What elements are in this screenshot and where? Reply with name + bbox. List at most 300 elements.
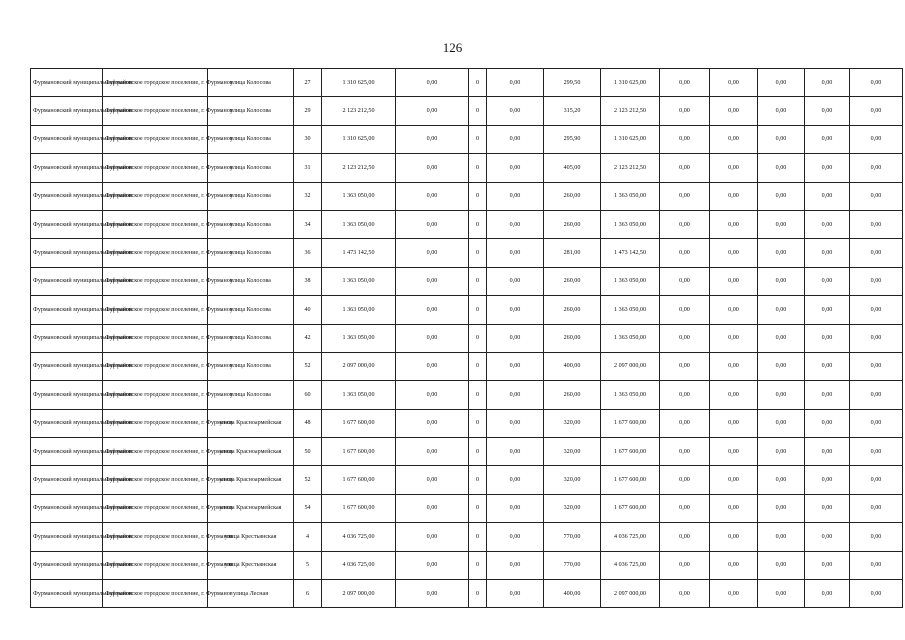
cell-total: 1 677 600,00 xyxy=(322,466,396,494)
cell-c6: 0,00 xyxy=(758,324,805,352)
cell-area: 320,00 xyxy=(544,438,601,466)
cell-c1: 0,00 xyxy=(396,69,469,97)
cell-c4: 0,00 xyxy=(660,466,710,494)
cell-district: Фурмановский муниципальный район xyxy=(31,324,103,352)
cell-c8: 0,00 xyxy=(850,182,903,210)
cell-c5: 0,00 xyxy=(710,466,758,494)
table-row xyxy=(31,324,903,352)
cell-district: Фурмановский муниципальный район xyxy=(31,154,103,182)
cell-c7: 0,00 xyxy=(805,97,850,125)
cell-area: 320,00 xyxy=(544,466,601,494)
cell-c6: 0,00 xyxy=(758,267,805,295)
cell-c7: 0,00 xyxy=(805,466,850,494)
cell-c3: 0,00 xyxy=(487,551,544,579)
cell-c6: 0,00 xyxy=(758,551,805,579)
cell-settlement: Фурмановское городское поселение, г. Фурманов xyxy=(103,352,208,380)
cell-c8: 0,00 xyxy=(850,551,903,579)
cell-c7: 0,00 xyxy=(805,381,850,409)
cell-c7: 0,00 xyxy=(805,210,850,238)
cell-house: 50 xyxy=(294,438,322,466)
cell-c5: 0,00 xyxy=(710,154,758,182)
cell-c2: 0 xyxy=(469,580,487,608)
cell-area: 400,00 xyxy=(544,580,601,608)
cell-settlement: Фурмановское городское поселение, г. Фурманов xyxy=(103,296,208,324)
cell-street: улица Колосова xyxy=(208,97,294,125)
register-table xyxy=(30,68,903,608)
cell-c6: 0,00 xyxy=(758,97,805,125)
cell-c7: 0,00 xyxy=(805,239,850,267)
cell-c3: 0,00 xyxy=(487,381,544,409)
cell-settlement: Фурмановское городское поселение, г. Фурманов xyxy=(103,466,208,494)
cell-c6: 0,00 xyxy=(758,352,805,380)
cell-c5: 0,00 xyxy=(710,523,758,551)
cell-area: 770,00 xyxy=(544,551,601,579)
cell-street: улица Колосова xyxy=(208,324,294,352)
cell-c4: 0,00 xyxy=(660,438,710,466)
cell-c3: 0,00 xyxy=(487,267,544,295)
cell-fund: 1 473 142,50 xyxy=(601,239,660,267)
cell-c5: 0,00 xyxy=(710,580,758,608)
cell-c1: 0,00 xyxy=(396,409,469,437)
cell-fund: 2 123 212,50 xyxy=(601,97,660,125)
cell-c4: 0,00 xyxy=(660,125,710,153)
table-row xyxy=(31,494,903,522)
cell-street: улица Крестьянская xyxy=(208,523,294,551)
cell-c8: 0,00 xyxy=(850,494,903,522)
cell-c2: 0 xyxy=(469,182,487,210)
cell-district: Фурмановский муниципальный район xyxy=(31,438,103,466)
cell-c8: 0,00 xyxy=(850,438,903,466)
cell-c1: 0,00 xyxy=(396,580,469,608)
cell-house: 30 xyxy=(294,125,322,153)
table-row xyxy=(31,466,903,494)
cell-c7: 0,00 xyxy=(805,182,850,210)
cell-c1: 0,00 xyxy=(396,438,469,466)
cell-c6: 0,00 xyxy=(758,182,805,210)
cell-house: 5 xyxy=(294,551,322,579)
cell-c3: 0,00 xyxy=(487,69,544,97)
cell-c5: 0,00 xyxy=(710,125,758,153)
cell-district: Фурмановский муниципальный район xyxy=(31,551,103,579)
cell-fund: 1 363 050,00 xyxy=(601,324,660,352)
cell-total: 2 123 212,50 xyxy=(322,97,396,125)
cell-c1: 0,00 xyxy=(396,154,469,182)
cell-house: 31 xyxy=(294,154,322,182)
cell-settlement: Фурмановское городское поселение, г. Фурманов xyxy=(103,69,208,97)
cell-c7: 0,00 xyxy=(805,523,850,551)
cell-area: 320,00 xyxy=(544,409,601,437)
cell-total: 1 363 050,00 xyxy=(322,381,396,409)
cell-street: улица Колосова xyxy=(208,210,294,238)
cell-c8: 0,00 xyxy=(850,409,903,437)
cell-c4: 0,00 xyxy=(660,494,710,522)
cell-house: 6 xyxy=(294,580,322,608)
cell-c6: 0,00 xyxy=(758,466,805,494)
table-row xyxy=(31,551,903,579)
table-row xyxy=(31,97,903,125)
cell-c6: 0,00 xyxy=(758,154,805,182)
cell-district: Фурмановский муниципальный район xyxy=(31,267,103,295)
cell-c1: 0,00 xyxy=(396,210,469,238)
page-number: 126 xyxy=(442,40,463,55)
cell-fund: 1 363 050,00 xyxy=(601,381,660,409)
cell-c5: 0,00 xyxy=(710,210,758,238)
cell-c2: 0 xyxy=(469,381,487,409)
cell-total: 1 363 050,00 xyxy=(322,210,396,238)
cell-area: 320,00 xyxy=(544,494,601,522)
cell-c7: 0,00 xyxy=(805,267,850,295)
table-row xyxy=(31,580,903,608)
cell-c3: 0,00 xyxy=(487,523,544,551)
cell-area: 770,00 xyxy=(544,523,601,551)
cell-street: улица Колосова xyxy=(208,381,294,409)
cell-c7: 0,00 xyxy=(805,409,850,437)
cell-c4: 0,00 xyxy=(660,381,710,409)
cell-c4: 0,00 xyxy=(660,182,710,210)
cell-settlement: Фурмановское городское поселение, г. Фурманов xyxy=(103,182,208,210)
cell-c2: 0 xyxy=(469,154,487,182)
cell-settlement: Фурмановское городское поселение, г. Фурманов xyxy=(103,324,208,352)
table-row xyxy=(31,267,903,295)
cell-total: 1 363 050,00 xyxy=(322,267,396,295)
cell-street: улица Колосова xyxy=(208,125,294,153)
cell-c3: 0,00 xyxy=(487,239,544,267)
cell-c2: 0 xyxy=(469,69,487,97)
cell-fund: 2 097 000,00 xyxy=(601,580,660,608)
cell-area: 400,00 xyxy=(544,352,601,380)
cell-area: 260,00 xyxy=(544,267,601,295)
cell-total: 1 310 625,00 xyxy=(322,125,396,153)
cell-c5: 0,00 xyxy=(710,381,758,409)
cell-district: Фурмановский муниципальный район xyxy=(31,210,103,238)
cell-c8: 0,00 xyxy=(850,267,903,295)
cell-c6: 0,00 xyxy=(758,580,805,608)
cell-c1: 0,00 xyxy=(396,267,469,295)
cell-house: 34 xyxy=(294,210,322,238)
cell-c5: 0,00 xyxy=(710,438,758,466)
cell-c3: 0,00 xyxy=(487,438,544,466)
cell-district: Фурмановский муниципальный район xyxy=(31,580,103,608)
cell-c8: 0,00 xyxy=(850,239,903,267)
cell-c5: 0,00 xyxy=(710,494,758,522)
cell-c6: 0,00 xyxy=(758,296,805,324)
cell-fund: 1 310 625,00 xyxy=(601,125,660,153)
cell-c2: 0 xyxy=(469,324,487,352)
cell-total: 2 097 000,00 xyxy=(322,352,396,380)
cell-settlement: Фурмановское городское поселение, г. Фурманов xyxy=(103,267,208,295)
cell-street: улица Колосова xyxy=(208,69,294,97)
cell-settlement: Фурмановское городское поселение, г. Фурманов xyxy=(103,125,208,153)
cell-house: 38 xyxy=(294,267,322,295)
cell-c3: 0,00 xyxy=(487,324,544,352)
cell-c2: 0 xyxy=(469,352,487,380)
cell-c1: 0,00 xyxy=(396,523,469,551)
cell-street: улица Лесная xyxy=(208,580,294,608)
cell-house: 4 xyxy=(294,523,322,551)
cell-c4: 0,00 xyxy=(660,580,710,608)
cell-c1: 0,00 xyxy=(396,239,469,267)
cell-fund: 1 677 600,00 xyxy=(601,494,660,522)
cell-c3: 0,00 xyxy=(487,494,544,522)
cell-area: 260,00 xyxy=(544,182,601,210)
cell-c1: 0,00 xyxy=(396,466,469,494)
cell-total: 4 036 725,00 xyxy=(322,551,396,579)
table-row xyxy=(31,69,903,97)
cell-area: 260,00 xyxy=(544,296,601,324)
cell-district: Фурмановский муниципальный район xyxy=(31,352,103,380)
cell-area: 405,00 xyxy=(544,154,601,182)
cell-c8: 0,00 xyxy=(850,154,903,182)
cell-c4: 0,00 xyxy=(660,267,710,295)
cell-total: 1 363 050,00 xyxy=(322,324,396,352)
cell-total: 1 677 600,00 xyxy=(322,438,396,466)
cell-c4: 0,00 xyxy=(660,239,710,267)
cell-c8: 0,00 xyxy=(850,466,903,494)
cell-c2: 0 xyxy=(469,551,487,579)
cell-district: Фурмановский муниципальный район xyxy=(31,409,103,437)
cell-c7: 0,00 xyxy=(805,551,850,579)
cell-c8: 0,00 xyxy=(850,210,903,238)
cell-c7: 0,00 xyxy=(805,580,850,608)
cell-house: 60 xyxy=(294,381,322,409)
cell-c5: 0,00 xyxy=(710,69,758,97)
cell-settlement: Фурмановское городское поселение, г. Фурманов xyxy=(103,239,208,267)
cell-house: 52 xyxy=(294,352,322,380)
cell-total: 1 677 600,00 xyxy=(322,494,396,522)
cell-settlement: Фурмановское городское поселение, г. Фурманов xyxy=(103,97,208,125)
cell-house: 48 xyxy=(294,409,322,437)
cell-house: 42 xyxy=(294,324,322,352)
cell-c2: 0 xyxy=(469,409,487,437)
cell-street: улица Колосова xyxy=(208,182,294,210)
cell-c7: 0,00 xyxy=(805,324,850,352)
cell-total: 2 097 000,00 xyxy=(322,580,396,608)
table-row xyxy=(31,523,903,551)
cell-c4: 0,00 xyxy=(660,154,710,182)
cell-fund: 1 363 050,00 xyxy=(601,296,660,324)
cell-fund: 1 363 050,00 xyxy=(601,267,660,295)
cell-c8: 0,00 xyxy=(850,381,903,409)
cell-area: 260,00 xyxy=(544,210,601,238)
table-body xyxy=(31,69,903,608)
cell-c1: 0,00 xyxy=(396,125,469,153)
cell-c4: 0,00 xyxy=(660,324,710,352)
cell-c6: 0,00 xyxy=(758,125,805,153)
cell-street: улица Колосова xyxy=(208,154,294,182)
cell-c6: 0,00 xyxy=(758,210,805,238)
table-row xyxy=(31,239,903,267)
cell-c8: 0,00 xyxy=(850,296,903,324)
cell-c5: 0,00 xyxy=(710,551,758,579)
cell-c6: 0,00 xyxy=(758,523,805,551)
cell-c8: 0,00 xyxy=(850,125,903,153)
cell-c2: 0 xyxy=(469,125,487,153)
cell-c4: 0,00 xyxy=(660,523,710,551)
cell-c3: 0,00 xyxy=(487,97,544,125)
cell-area: 315,20 xyxy=(544,97,601,125)
cell-c6: 0,00 xyxy=(758,409,805,437)
cell-fund: 1 310 625,00 xyxy=(601,69,660,97)
cell-house: 52 xyxy=(294,466,322,494)
cell-house: 54 xyxy=(294,494,322,522)
cell-c5: 0,00 xyxy=(710,409,758,437)
cell-street: улица Крестьянская xyxy=(208,551,294,579)
cell-area: 295,90 xyxy=(544,125,601,153)
cell-c1: 0,00 xyxy=(396,352,469,380)
cell-c2: 0 xyxy=(469,466,487,494)
cell-c1: 0,00 xyxy=(396,182,469,210)
cell-c2: 0 xyxy=(469,296,487,324)
cell-c1: 0,00 xyxy=(396,97,469,125)
cell-c6: 0,00 xyxy=(758,438,805,466)
cell-c7: 0,00 xyxy=(805,494,850,522)
cell-c3: 0,00 xyxy=(487,352,544,380)
cell-c2: 0 xyxy=(469,267,487,295)
cell-c3: 0,00 xyxy=(487,296,544,324)
cell-c7: 0,00 xyxy=(805,69,850,97)
cell-settlement: Фурмановское городское поселение, г. Фурманов xyxy=(103,438,208,466)
cell-district: Фурмановский муниципальный район xyxy=(31,494,103,522)
cell-c5: 0,00 xyxy=(710,352,758,380)
cell-c2: 0 xyxy=(469,210,487,238)
cell-c6: 0,00 xyxy=(758,381,805,409)
cell-fund: 1 677 600,00 xyxy=(601,438,660,466)
cell-c6: 0,00 xyxy=(758,69,805,97)
cell-house: 36 xyxy=(294,239,322,267)
cell-c3: 0,00 xyxy=(487,466,544,494)
cell-street: улица Колосова xyxy=(208,296,294,324)
cell-house: 40 xyxy=(294,296,322,324)
cell-c4: 0,00 xyxy=(660,69,710,97)
cell-c2: 0 xyxy=(469,239,487,267)
table-row xyxy=(31,154,903,182)
cell-c7: 0,00 xyxy=(805,154,850,182)
cell-district: Фурмановский муниципальный район xyxy=(31,69,103,97)
cell-c5: 0,00 xyxy=(710,267,758,295)
cell-c1: 0,00 xyxy=(396,296,469,324)
cell-c6: 0,00 xyxy=(758,239,805,267)
cell-settlement: Фурмановское городское поселение, г. Фурманов xyxy=(103,381,208,409)
cell-total: 1 363 050,00 xyxy=(322,296,396,324)
cell-c5: 0,00 xyxy=(710,97,758,125)
cell-total: 1 363 050,00 xyxy=(322,182,396,210)
cell-district: Фурмановский муниципальный район xyxy=(31,97,103,125)
table-row xyxy=(31,125,903,153)
cell-total: 4 036 725,00 xyxy=(322,523,396,551)
cell-c4: 0,00 xyxy=(660,97,710,125)
cell-fund: 2 097 000,00 xyxy=(601,352,660,380)
cell-c4: 0,00 xyxy=(660,551,710,579)
cell-house: 27 xyxy=(294,69,322,97)
cell-c5: 0,00 xyxy=(710,296,758,324)
cell-c2: 0 xyxy=(469,438,487,466)
cell-c5: 0,00 xyxy=(710,324,758,352)
table-row xyxy=(31,210,903,238)
cell-fund: 1 677 600,00 xyxy=(601,409,660,437)
cell-c2: 0 xyxy=(469,523,487,551)
cell-fund: 2 123 212,50 xyxy=(601,154,660,182)
cell-fund: 4 036 725,00 xyxy=(601,551,660,579)
cell-street: улица Красноармейская xyxy=(208,409,294,437)
cell-c8: 0,00 xyxy=(850,69,903,97)
cell-street: улица Красноармейская xyxy=(208,438,294,466)
cell-total: 2 123 212,50 xyxy=(322,154,396,182)
cell-c7: 0,00 xyxy=(805,438,850,466)
cell-house: 29 xyxy=(294,97,322,125)
cell-total: 1 677 600,00 xyxy=(322,409,396,437)
cell-c4: 0,00 xyxy=(660,210,710,238)
cell-c3: 0,00 xyxy=(487,154,544,182)
table-row xyxy=(31,409,903,437)
cell-area: 299,50 xyxy=(544,69,601,97)
cell-c3: 0,00 xyxy=(487,182,544,210)
cell-c4: 0,00 xyxy=(660,352,710,380)
cell-fund: 4 036 725,00 xyxy=(601,523,660,551)
cell-c4: 0,00 xyxy=(660,409,710,437)
cell-settlement: Фурмановское городское поселение, г. Фурманов xyxy=(103,580,208,608)
cell-settlement: Фурмановское городское поселение, г. Фурманов xyxy=(103,154,208,182)
cell-district: Фурмановский муниципальный район xyxy=(31,239,103,267)
cell-c1: 0,00 xyxy=(396,494,469,522)
cell-fund: 1 677 600,00 xyxy=(601,466,660,494)
cell-c8: 0,00 xyxy=(850,97,903,125)
cell-c4: 0,00 xyxy=(660,296,710,324)
cell-c5: 0,00 xyxy=(710,182,758,210)
cell-district: Фурмановский муниципальный район xyxy=(31,182,103,210)
cell-street: улица Колосова xyxy=(208,352,294,380)
cell-c2: 0 xyxy=(469,494,487,522)
cell-c1: 0,00 xyxy=(396,551,469,579)
cell-settlement: Фурмановское городское поселение, г. Фурманов xyxy=(103,494,208,522)
cell-total: 1 310 625,00 xyxy=(322,69,396,97)
cell-district: Фурмановский муниципальный район xyxy=(31,466,103,494)
cell-street: улица Колосова xyxy=(208,267,294,295)
cell-area: 281,00 xyxy=(544,239,601,267)
cell-street: улица Красноармейская xyxy=(208,494,294,522)
cell-c3: 0,00 xyxy=(487,125,544,153)
cell-settlement: Фурмановское городское поселение, г. Фурманов xyxy=(103,210,208,238)
cell-c8: 0,00 xyxy=(850,580,903,608)
table-row xyxy=(31,381,903,409)
cell-fund: 1 363 050,00 xyxy=(601,182,660,210)
cell-c8: 0,00 xyxy=(850,352,903,380)
table-row xyxy=(31,438,903,466)
cell-c1: 0,00 xyxy=(396,324,469,352)
cell-settlement: Фурмановское городское поселение, г. Фурманов xyxy=(103,409,208,437)
cell-c2: 0 xyxy=(469,97,487,125)
cell-district: Фурмановский муниципальный район xyxy=(31,296,103,324)
cell-c1: 0,00 xyxy=(396,381,469,409)
cell-c5: 0,00 xyxy=(710,239,758,267)
cell-district: Фурмановский муниципальный район xyxy=(31,523,103,551)
cell-c3: 0,00 xyxy=(487,580,544,608)
cell-street: улица Красноармейская xyxy=(208,466,294,494)
cell-c8: 0,00 xyxy=(850,324,903,352)
cell-settlement: Фурмановское городское поселение, г. Фурманов xyxy=(103,551,208,579)
cell-c3: 0,00 xyxy=(487,409,544,437)
cell-c7: 0,00 xyxy=(805,125,850,153)
table-row xyxy=(31,296,903,324)
cell-district: Фурмановский муниципальный район xyxy=(31,381,103,409)
cell-settlement: Фурмановское городское поселение, г. Фурманов xyxy=(103,523,208,551)
table-row xyxy=(31,352,903,380)
cell-c6: 0,00 xyxy=(758,494,805,522)
cell-total: 1 473 142,50 xyxy=(322,239,396,267)
cell-c3: 0,00 xyxy=(487,210,544,238)
cell-fund: 1 363 050,00 xyxy=(601,210,660,238)
table-row xyxy=(31,182,903,210)
cell-c7: 0,00 xyxy=(805,352,850,380)
